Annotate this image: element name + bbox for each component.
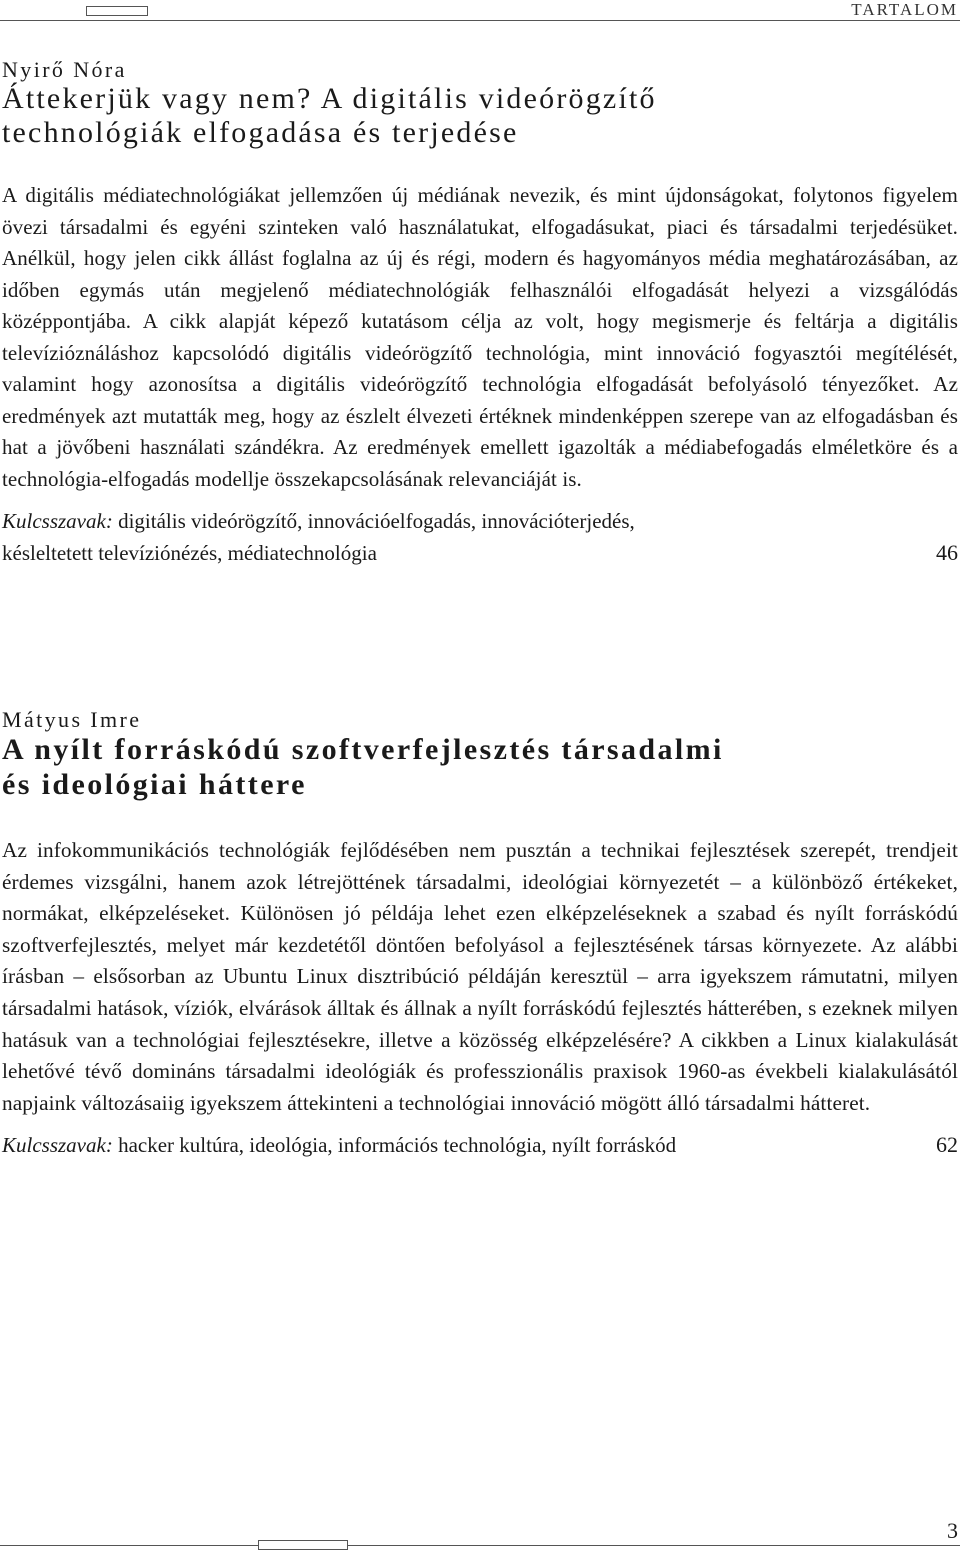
entry-page-number[interactable]: 62 [936, 1132, 958, 1158]
page-folio: 3 [947, 1518, 958, 1543]
entry-author: Nyirő Nóra [2, 57, 127, 82]
footer-rule [0, 1545, 960, 1546]
entry-title [2, 732, 958, 802]
keywords-line [2, 1129, 958, 1161]
keywords-label: Kulcsszavak: [2, 509, 113, 533]
footer-box-ornament [258, 1540, 348, 1550]
entry-title [2, 82, 958, 150]
keywords-label: Kulcsszavak: [2, 1133, 113, 1158]
keywords-text: hacker kultúra, ideológia, információs technológia, nyílt forráskód [118, 1133, 677, 1158]
keywords-text: digitális videórögzítő, innovációelfogadás, innovációterjedés, [118, 509, 635, 533]
entry-title-line: A nyílt forráskódú szoftverfejlesztés társadalmi [2, 733, 724, 766]
keywords-line [2, 505, 958, 537]
toc-entry [2, 706, 958, 1161]
section-label: TARTALOM [851, 0, 958, 19]
entry-page-number[interactable]: 46 [936, 540, 958, 565]
entry-keywords [2, 1129, 958, 1161]
keywords-line: késleltetett televíziónézés, médiatechnológia [2, 541, 377, 565]
entry-title-line: és ideológiai háttere [2, 768, 307, 801]
toc-entry [2, 56, 958, 569]
header-box-ornament [86, 6, 148, 16]
entry-title-line: technológiák elfogadása és terjedése [2, 116, 519, 149]
header-rule [0, 20, 960, 21]
entry-author: Mátyus Imre [2, 707, 142, 732]
entry-title-line: Áttekerjük vagy nem? A digitális videórögzítő [2, 82, 657, 115]
entry-keywords [2, 505, 958, 569]
entry-abstract: A digitális médiatechnológiákat jellemzően új médiának nevezik, és mint újdonságokat, folytonos figyelem övezi társadalmi és egyéni szinteken való használatukat, elfogadásukat, piaci és társadalmi terjedésüket. Anélkül, hogy jelen cikk állást foglalna az új és régi, modern és hagyományos média meghatározásában, az időben egymás után megjelenő médiatechnológiák felhasználói elfogadását helyezi a vizsgálódás középpontjába. A cikk alapját képező kutatásom célja az volt, hogy megismerje és feltárja a digitális televízióználáshoz kapcsolódó digitális videórögzítő technológia, mint innováció fogyasztói megítélését, valamint hogy azonosítsa a digitális videórögzítő technológia elfogadását befolyásoló tényezőket. Az eredmények azt mutatták meg, hogy az észlelt élvezeti értéknek mindenképpen szerepe van az elfogadásban és hat a jövőbeni használati szándékra. Az eredmények emellett igazolták a médiabefogadás elméletköre és a technológia-elfogadás modellje összekapcsolásának relevanciáját is. [2, 183, 958, 491]
entry-abstract: Az infokommunikációs technológiák fejlődésében nem pusztán a technikai fejlesztések szerepét, trendjeit érdemes vizsgálni, hanem azok létrejöttének társadalmi, ideológiai környezetét – a különböző értékeket, normákat, elképzeléseket. Különösen jó példája lehet ezen elképzeléseknek a szabad és nyílt forráskódú szoftverfejlesztés, melyet már kezdetétől döntően befolyásol a fejlesztésének társas környezete. Az alábbi írásban – elsősorban az Ubuntu Linux disztribúció példáján keresztül – arra igyekszem rámutatni, milyen társadalmi hatások, víziók, elvárások álltak és állnak a nyílt forráskódú fejlesztés hátterében, s ezeknek milyen hatásuk van a technológiai fejlesztésekre, illetve a közösség elképzelésére? A cikkben a Linux kialakulását lehetővé tévő domináns társadalmi ideológiák és professzionális praxisok 1960-as évekbeli kialakulásától napjaink változásaiig igyekszem áttekinteni a technológiai innováció mögött álló társadalmi hátteret. [2, 838, 958, 1115]
